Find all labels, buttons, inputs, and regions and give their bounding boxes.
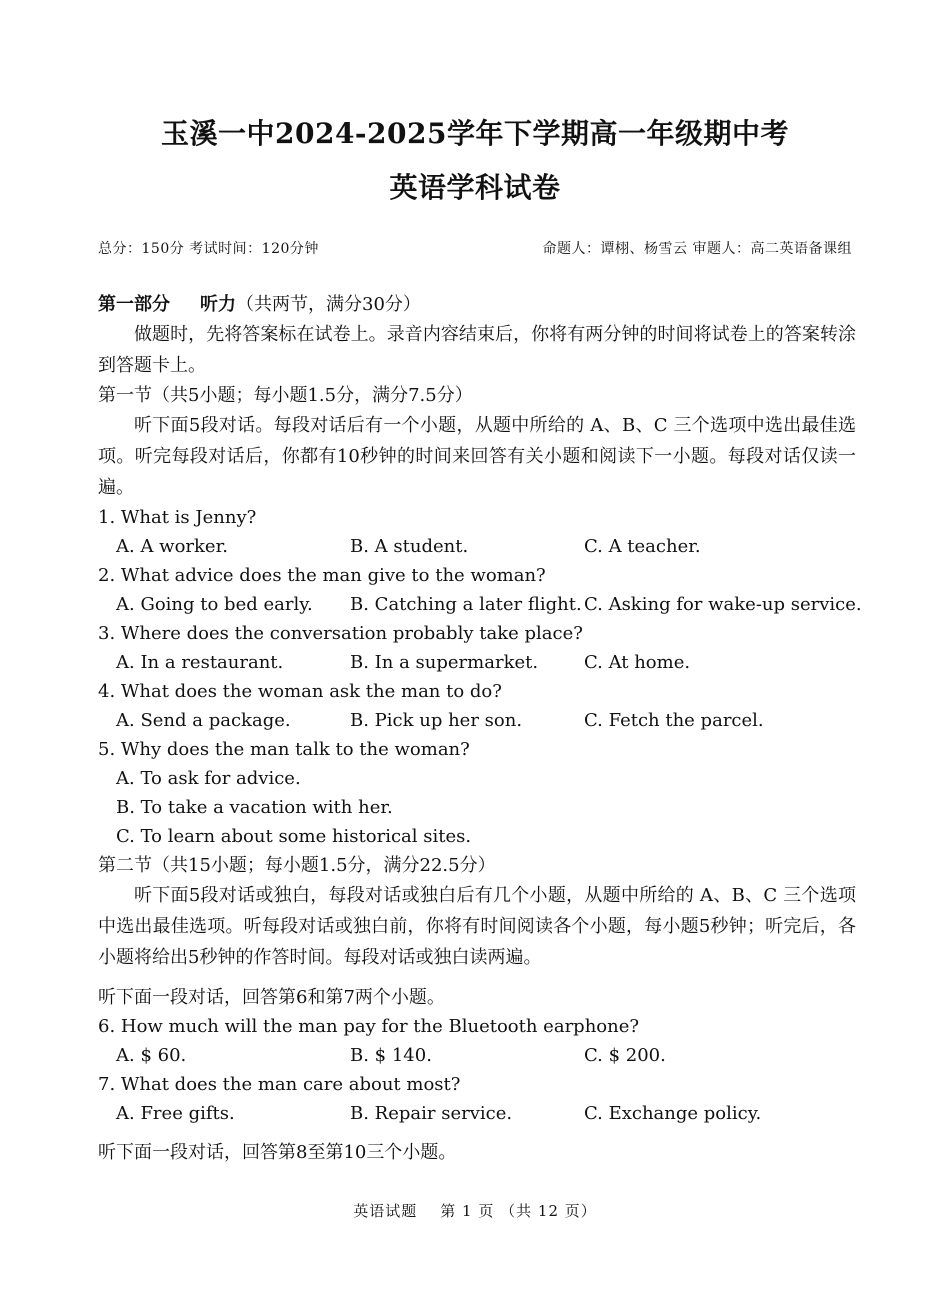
question-3: 3. Where does the conversation probably take place? — [98, 623, 583, 644]
option-a: A. In a restaurant. — [116, 652, 284, 673]
option-c: C. Asking for wake-up service. — [584, 594, 862, 615]
exam-subtitle: 英语学科试卷 — [389, 171, 561, 204]
question-4-options — [98, 706, 856, 735]
option-c: C. At home. — [584, 652, 691, 673]
option-b: B. Repair service. — [350, 1103, 513, 1124]
part1-instruction: 做题时，先将答案标在试卷上。录音内容结束后，你将有两分钟的时间将试卷上的答案转涂到答题卡上。 — [98, 324, 856, 376]
section2-instruction: 听下面5段对话或独白，每段对话或独白后有几个小题，从题中所给的 A、B、C 三个选项中选出最佳选项。听每段对话或独白前，你将有时间阅读各个小题，每小题5秒钟；听完后，各小题将给出5秒钟的作答时间。每段对话或独白读两遍。 — [98, 885, 856, 968]
option-b: B. Catching a later flight. — [350, 594, 582, 615]
option-b: B. Pick up her son. — [350, 710, 523, 731]
question-6: 6. How much will the man pay for the Bluetooth earphone? — [98, 1016, 640, 1037]
part1-note: （共两节，满分30分） — [236, 294, 421, 315]
option-b: B. To take a vacation with her. — [116, 797, 393, 818]
question-1-options — [98, 532, 856, 561]
option-b: B. $ 140. — [350, 1045, 432, 1066]
option-a: A. To ask for advice. — [116, 768, 301, 789]
question-4: 4. What does the woman ask the man to do? — [98, 681, 502, 702]
question-5: 5. Why does the man talk to the woman? — [98, 739, 470, 760]
section2-heading: 第二节（共15小题；每小题1.5分，满分22.5分） — [98, 855, 496, 876]
option-b: B. In a supermarket. — [350, 652, 539, 673]
part1-heading — [98, 290, 856, 319]
question-7: 7. What does the man care about most? — [98, 1074, 461, 1095]
option-c: C. Fetch the parcel. — [584, 710, 764, 731]
section1-instruction: 听下面5段对话。每段对话后有一个小题，从题中所给的 A、B、C 三个选项中选出最佳选项。听完每段对话后，你都有10秒钟的时间来回答有关小题和阅读下一小题。每段对话仅读一遍。 — [98, 415, 857, 498]
option-a: A. Going to bed early. — [116, 594, 313, 615]
option-c: C. A teacher. — [584, 536, 701, 557]
question-7-options — [98, 1099, 856, 1128]
question-6-options — [98, 1041, 856, 1070]
section1-heading: 第一节（共5小题；每小题1.5分，满分7.5分） — [98, 385, 473, 406]
option-c: C. $ 200. — [584, 1045, 666, 1066]
group1-intro: 听下面一段对话，回答第6和第7两个小题。 — [98, 987, 445, 1008]
option-a: A. Free gifts. — [116, 1103, 235, 1124]
option-a: A. $ 60. — [116, 1045, 187, 1066]
exam-title: 玉溪一中2024-2025学年下学期高一年级期中考 — [161, 117, 789, 150]
question-1: 1. What is Jenny? — [98, 507, 257, 528]
exam-score-time: 总分：150分 考试时间：120分钟 — [98, 241, 319, 257]
option-c: C. To learn about some historical sites. — [116, 826, 472, 847]
option-c: C. Exchange policy. — [584, 1103, 762, 1124]
group2-intro: 听下面一段对话，回答第8至第10三个小题。 — [98, 1142, 457, 1163]
part1-label: 第一部分 — [98, 294, 170, 315]
exam-authors: 命题人：谭栩、杨雪云 审题人：高二英语备课组 — [542, 241, 852, 257]
option-a: A. Send a package. — [116, 710, 291, 731]
question-3-options — [98, 648, 856, 677]
option-b: B. A student. — [350, 536, 469, 557]
page-footer: 英语试题 第 1 页 （共 12 页） — [353, 1202, 597, 1220]
question-2: 2. What advice does the man give to the woman? — [98, 565, 546, 586]
exam-body — [98, 290, 862, 1167]
part1-name: 听力 — [200, 294, 236, 315]
option-a: A. A worker. — [116, 536, 228, 557]
question-2-options — [98, 590, 862, 619]
